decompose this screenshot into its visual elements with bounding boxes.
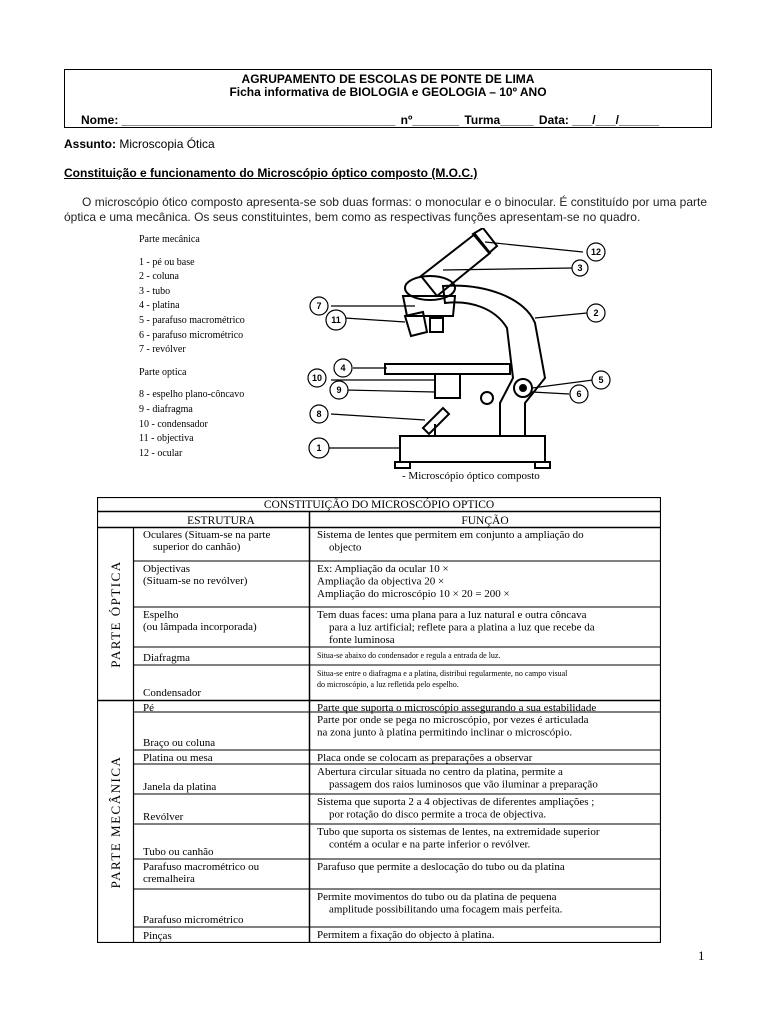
svg-text:2: 2 [593,308,599,318]
function-text: Ampliação da objectiva 20 × [317,575,445,588]
structure-text: Tubo ou canhão [143,846,214,858]
legend-item: 5 - parafuso macrométrico [139,314,245,326]
eyepiece [473,228,497,253]
function-text: Sistema que suporta 2 a 4 objectivas de diferentes ampliações ; [317,796,595,808]
table-text [108,497,600,942]
structure-text: Janela da platina [143,781,217,793]
legend-item: 3 - tubo [139,285,171,297]
microscope-arm [443,286,545,436]
function-text: Situa-se abaixo do condensador e regula a entrada de luz. [317,651,501,660]
table-title: CONSTITUIÇÃO DO MICROSCÓPIO OPTICO [263,499,495,511]
structure-text: Pé [143,702,154,714]
label-8 [310,405,328,423]
objective-lens [430,318,443,332]
structure-text: Diafragma [143,652,191,664]
label-5 [592,371,610,389]
student-info-row [81,113,661,127]
legend-item: 4 - platina [139,300,180,312]
group-label-optical: PARTE ÓPTICA [108,560,123,668]
svg-text:6: 6 [576,389,582,399]
structure-text: Braço ou coluna [143,737,216,749]
number-field[interactable]: nº_______ [400,113,460,127]
svg-text:3: 3 [577,263,583,273]
function-text: amplitude possibilitando uma focagem mais perfeita. [329,903,563,916]
function-text: Placa onde se colocam as preparações a observar [317,752,533,764]
label-2 [587,304,605,322]
svg-text:12: 12 [590,247,602,257]
legend-mech-title: Parte mecânica [139,234,200,245]
microscope-diagram [295,228,615,488]
function-text: do microscópio, a luz refletida pelo espelho. [317,680,459,689]
svg-text:1: 1 [316,443,322,453]
section-title: Constituição e funcionamento do Microscópio óptico composto (M.O.C.) [64,166,478,180]
label-9 [330,381,348,399]
legend-item: 6 - parafuso micrométrico [139,329,244,341]
structure-text: Espelho [143,609,179,621]
legend-item: 11 - objectiva [139,433,194,445]
function-text: Abertura circular situada no centro da platina, permite a [317,766,563,778]
svg-text:5: 5 [598,375,604,385]
function-text: na zona junto à platina permitindo inclinar o microscópio. [317,726,573,739]
fine-knob [520,385,526,391]
structure-text: superior do canhão) [153,541,241,553]
legend-item: 1 - pé ou base [139,256,195,268]
function-text: Parte por onde se pega no microscópio, por vezes é articulada [317,714,589,726]
label-3 [572,260,588,276]
header-box [64,69,712,128]
function-text: Parte que suporta o microscópio assegurando a sua estabilidade [317,702,597,714]
function-text: fonte luminosa [329,634,395,646]
structure-text: Objectivas [143,563,191,575]
date-field[interactable]: Data: ___/___/______ [538,113,660,127]
svg-text:9: 9 [336,385,342,395]
legend-item: 2 - coluna [139,271,179,283]
label-10 [308,369,326,387]
function-text: Situa-se entre o diafragma e a platina, distribui regularmente, no campo visual [317,669,568,678]
label-7 [310,297,328,315]
function-text: passagem dos raios luminosos que vão iluminar a preparação [329,778,598,791]
legend-item: 9 - diafragma [139,403,193,415]
microscope-base [400,436,545,462]
structure-text: Condensador [143,687,202,699]
intro-text: O microscópio ótico composto apresenta-se sob duas formas: o monocular e o binocular. É constituído por uma parte óptica e uma mecânica. Os seus constituintes, bem como as respectivas funções apresentam-se no quadro. [64,195,707,224]
diagram-caption: - Microscópio óptico composto [402,470,540,482]
svg-text:10: 10 [311,373,323,383]
subject-value: Microscopia Ótica [119,137,215,151]
legend-item: 10 - condensador [139,418,208,430]
group-label-mechanical: PARTE MECÂNICA [108,755,123,889]
subject-line [64,137,215,151]
structure-text: Revólver [143,811,184,823]
sheet-title: Ficha informativa de BIOLOGIA e GEOLOGIA – 10º ANO [229,85,547,99]
page-number: 1 [698,948,705,963]
svg-text:7: 7 [316,301,322,311]
svg-text:11: 11 [331,315,341,325]
svg-text:8: 8 [316,409,322,419]
function-text: objecto [329,541,362,554]
school-name: AGRUPAMENTO DE ESCOLAS DE PONTE DE LIMA [241,72,535,86]
legend-item: 8 - espelho plano-côncavo [139,389,245,401]
structure-text: Pinças [143,930,172,942]
function-text: Permitem a fixação do objecto à platina. [317,929,495,941]
structure-text: (Situam-se no revólver) [143,575,248,587]
legend-item: 7 - revólver [139,344,186,356]
label-11 [326,310,346,330]
structure-text: Oculares (Situam-se na parte [143,529,271,541]
stage [385,364,510,374]
condenser [435,374,460,398]
column-header-structure: ESTRUTURA [187,515,255,527]
intro-paragraph [64,195,707,224]
class-field[interactable]: Turma_____ [464,113,534,127]
structure-text: Parafuso micrométrico [143,914,244,926]
column-header-function: FUNÇÃO [461,515,509,527]
legend-opt-title: Parte optica [139,366,187,378]
stage-window [481,392,493,404]
function-text: Tem duas faces: uma plana para a luz natural e outra côncava [317,609,587,621]
svg-text:4: 4 [340,363,346,373]
function-text: Parafuso que permite a deslocação do tubo ou da platina [317,861,565,873]
label-12 [587,243,605,261]
structure-text: (ou lâmpada incorporada) [143,621,257,633]
function-text: por rotação do disco permite a troca de objectiva. [329,808,547,821]
function-text: Sistema de lentes que permitem em conjunto a ampliação do [317,529,584,541]
diagram-legend [139,233,245,461]
structure-text: Platina ou mesa [143,752,213,764]
label-6 [570,385,588,403]
name-field[interactable]: Nome: _________________________________________ [81,113,396,127]
label-4 [334,359,352,377]
subject-label: Assunto: [64,137,116,151]
legend-item: 12 - ocular [139,447,183,459]
constitution-table [97,497,661,943]
function-text: Tubo que suporta os sistemas de lentes, na extremidade superior [317,826,600,838]
diagram-labels [308,243,610,458]
function-text: Permite movimentos do tubo ou da platina de pequena [317,891,557,903]
function-text: contém a ocular e na parte inferior o revólver. [329,838,531,851]
function-text: Ampliação do microscópio 10 × 20 = 200 × [317,588,510,600]
function-text: para a luz artificial; reflete para a platina a luz que recebe da [329,621,595,634]
label-1 [309,438,329,458]
structure-text: Parafuso macrométrico ou [143,861,260,873]
function-text: Ex: Ampliação da ocular 10 × [317,563,449,575]
structure-text: cremalheira [143,873,195,885]
